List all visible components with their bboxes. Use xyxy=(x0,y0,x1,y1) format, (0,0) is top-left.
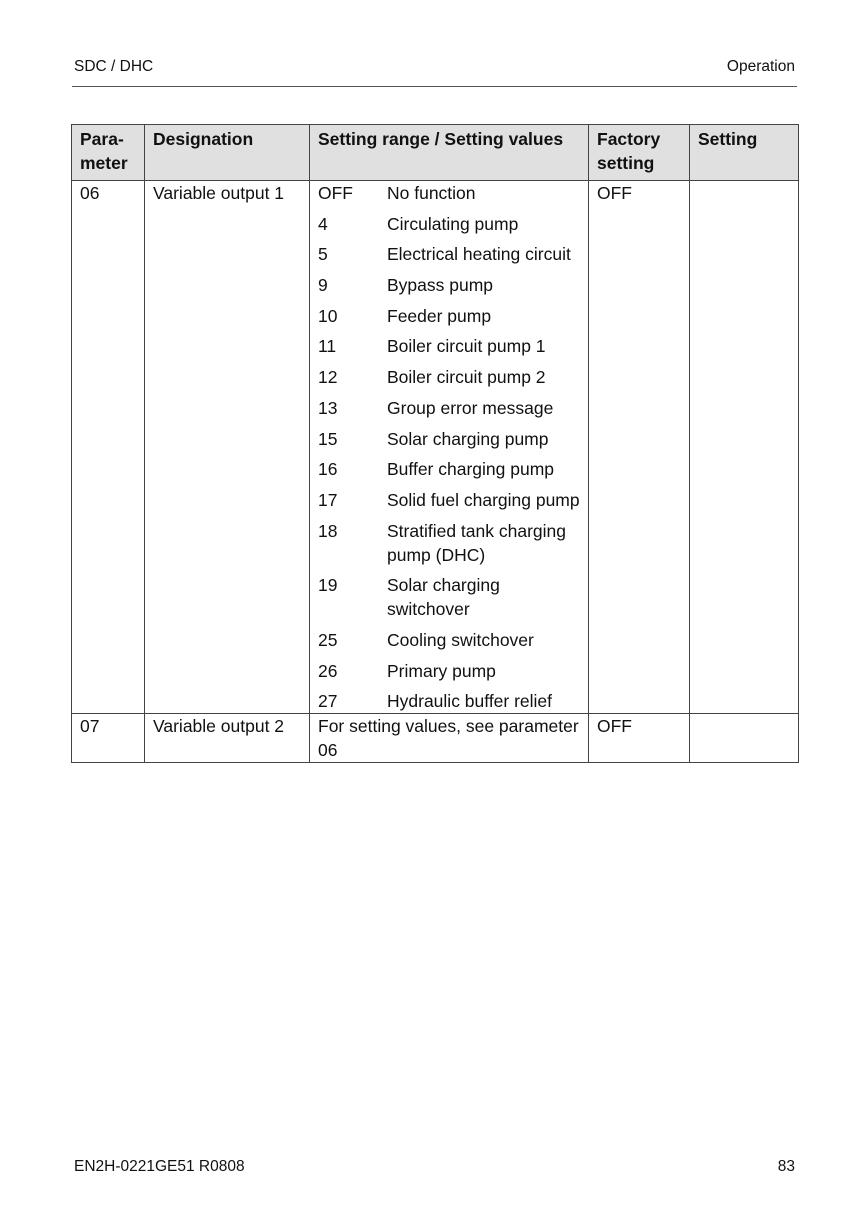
row-06-setting-values xyxy=(310,181,589,714)
option-code: 26 xyxy=(318,660,338,681)
col-header-parameter: Para- meter xyxy=(72,125,145,181)
header-divider xyxy=(72,86,797,87)
row-06-setting xyxy=(690,181,799,714)
option-row xyxy=(318,273,580,297)
option-code: OFF xyxy=(318,183,353,203)
option-row xyxy=(318,334,580,358)
option-code: 16 xyxy=(318,459,338,480)
option-row xyxy=(318,488,580,512)
option-label: Stratified tank charging pump (DHC) xyxy=(387,520,566,565)
option-row xyxy=(318,365,580,389)
option-row xyxy=(318,519,580,567)
row-06-factory-setting: OFF xyxy=(589,181,690,714)
row-07-parameter: 07 xyxy=(72,714,145,763)
option-label: Cooling switchover xyxy=(387,629,534,650)
option-code: 11 xyxy=(318,336,337,357)
table-row xyxy=(72,181,799,714)
row-07-designation: Variable output 2 xyxy=(145,714,310,763)
option-list xyxy=(318,181,580,713)
option-label: No function xyxy=(387,183,476,203)
option-row xyxy=(318,212,580,236)
option-label: Solid fuel charging pump xyxy=(387,489,580,510)
option-code: 27 xyxy=(318,691,338,712)
option-code: 17 xyxy=(318,489,338,510)
footer-document-code: EN2H-0221GE51 R0808 xyxy=(74,1158,245,1175)
option-label: Electrical heating circuit xyxy=(387,244,571,265)
option-label: Solar charging pump xyxy=(387,428,549,449)
row-07-setting-values: For setting values, see parameter 06 xyxy=(310,714,589,763)
row-06-designation: Variable output 1 xyxy=(145,181,310,714)
option-code: 5 xyxy=(318,244,328,265)
parameter-table xyxy=(71,124,799,763)
option-row xyxy=(318,396,580,420)
option-label: Boiler circuit pump 2 xyxy=(387,367,546,388)
col-header-setting-range: Setting range / Setting values xyxy=(310,125,589,181)
option-label: Primary pump xyxy=(387,660,496,681)
option-label: Buffer charging pump xyxy=(387,459,555,480)
table-header-row xyxy=(72,125,799,181)
option-label: Feeder pump xyxy=(387,305,492,326)
option-label: Boiler circuit pump 1 xyxy=(387,336,546,357)
option-row xyxy=(318,304,580,328)
row-07-setting xyxy=(690,714,799,763)
row-07-factory-setting: OFF xyxy=(589,714,690,763)
option-code: 18 xyxy=(318,520,338,541)
option-label: Circulating pump xyxy=(387,213,519,234)
table-row xyxy=(72,714,799,763)
option-row xyxy=(318,427,580,451)
page-number: 83 xyxy=(777,1158,795,1175)
col-header-setting: Setting xyxy=(690,125,799,181)
option-code: 10 xyxy=(318,305,338,326)
option-code: 25 xyxy=(318,629,338,650)
option-label: Solar charging switchover xyxy=(387,575,500,620)
option-row xyxy=(318,242,580,266)
header-document-title: SDC / DHC xyxy=(74,58,154,75)
col-header-factory-setting: Factory setting xyxy=(589,125,690,181)
option-row xyxy=(318,181,580,205)
option-row xyxy=(318,659,580,683)
option-label: Hydraulic buffer relief xyxy=(387,691,553,712)
row-06-parameter: 06 xyxy=(72,181,145,714)
option-code: 12 xyxy=(318,367,338,388)
option-code: 19 xyxy=(318,575,338,596)
col-header-designation: Designation xyxy=(145,125,310,181)
option-code: 9 xyxy=(318,275,328,296)
option-code: 13 xyxy=(318,397,338,418)
option-label: Bypass pump xyxy=(387,275,494,296)
option-row xyxy=(318,573,580,621)
header-section-title: Operation xyxy=(726,58,795,75)
option-row xyxy=(318,457,580,481)
option-code: 4 xyxy=(318,213,328,234)
option-row xyxy=(318,689,580,713)
option-row xyxy=(318,628,580,652)
option-label: Group error message xyxy=(387,397,554,418)
option-code: 15 xyxy=(318,428,338,449)
